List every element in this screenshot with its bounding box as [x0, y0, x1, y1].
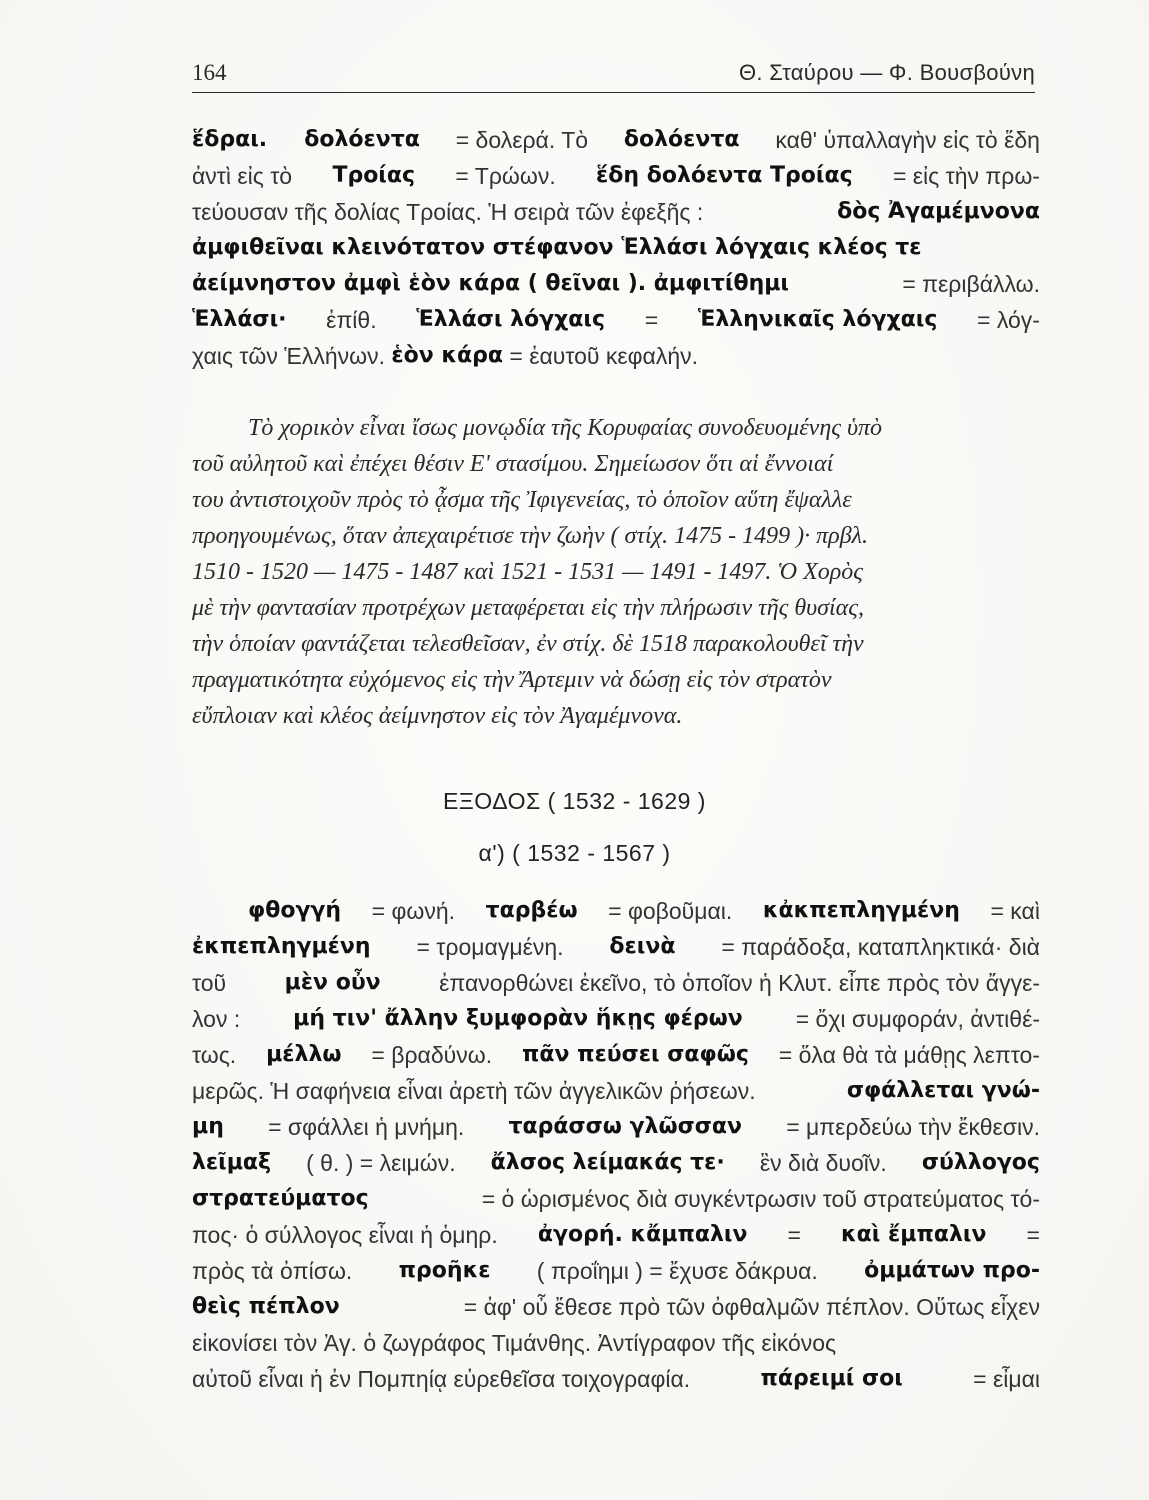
gloss-text: = εἰς τὴν πρω-	[886, 163, 1040, 189]
gloss-text: λον :	[192, 1006, 247, 1032]
lemma-text: φθογγή	[248, 898, 342, 923]
lemma-text: ἕδη δολόεντα Τροίας	[596, 163, 853, 188]
gloss-text: ἀντὶ εἰς τὸ	[192, 163, 299, 189]
lemma-text: ἀμφιθεῖναι κλεινότατον στέφανον Ἑλλάσι λόγχαις κλέος τε	[192, 235, 922, 260]
gloss-text: ( θ. ) = λειμών.	[299, 1150, 462, 1176]
page-header	[192, 58, 1035, 93]
lemma-text: ἐκπεπληγμένη	[192, 934, 371, 959]
gloss-text: = παράδοξα, καταπληκτικά· διὰ	[714, 934, 1040, 960]
text-line	[192, 1037, 1040, 1073]
lemma-text: Τροίας	[332, 163, 416, 188]
text-line	[192, 410, 1040, 446]
lemma-text: πάρειμί σοι	[760, 1366, 903, 1391]
gloss-text: = φοβοῦμαι.	[601, 898, 739, 924]
page-number: 164	[192, 60, 227, 85]
gloss-text: = καὶ	[984, 898, 1040, 924]
text-line	[192, 626, 1040, 662]
lemma-text: ἕδραι.	[192, 127, 275, 152]
lemma-text: μη	[192, 1114, 224, 1139]
text-line	[192, 158, 1040, 194]
lemma-text: ταρβέω	[485, 898, 578, 923]
lemma-text: Ἑλλάσι·	[192, 307, 287, 332]
lemma-text: καὶ ἔμπαλιν	[841, 1222, 987, 1247]
gloss-text: αὐτοῦ εἶναι ἡ ἐν Πομπηίᾳ εὑρεθεῖσα τοιχογραφία.	[192, 1366, 697, 1392]
gloss-text: τως.	[192, 1042, 243, 1068]
gloss-text: = φωνή.	[365, 898, 462, 924]
text-line	[192, 1289, 1040, 1325]
lemma-text: δὸς Ἀγαμέμνονα	[837, 199, 1040, 224]
lemma-text: σύλλογος	[921, 1150, 1040, 1175]
commentary-text: πραγματικότητα εὐχόμενος εἰς τὴν Ἄρτεμιν νὰ δώσῃ εἰς τὸν στρατὸν	[192, 667, 832, 693]
lemma-text: μέλλω	[266, 1042, 342, 1067]
gloss-text: = ὁ ὡρισμένος διὰ συγκέντρωσιν τοῦ στρατεύματος τό-	[475, 1186, 1040, 1212]
gloss-text: ( προΐημι ) = ἔχυσε δάκρυα.	[530, 1258, 825, 1284]
commentary-text: τοῦ αὐλητοῦ καὶ ἐπέχει θέσιν Ε' στασίμου. Σημείωσον ὅτι αἱ ἔννοιαί	[192, 451, 834, 477]
gloss-text: = λόγ-	[970, 307, 1040, 333]
lemma-text: λεῖμαξ	[192, 1150, 272, 1175]
text-line	[192, 662, 1040, 698]
lemma-text: στρατεύματος	[192, 1186, 369, 1211]
lemma-text: μή τιν' ἄλλην ξυμφορὰν ἥκῃς φέρων	[293, 1006, 743, 1031]
lemma-text: πᾶν πεύσει σαφῶς	[522, 1042, 749, 1067]
running-head: Θ. Σταύρου — Φ. Βουσβούνη	[739, 60, 1035, 85]
text-line	[192, 965, 1040, 1001]
gloss-text: = δολερά. Τὸ	[449, 127, 595, 153]
text-line	[192, 518, 1040, 554]
lemma-text: μὲν οὖν	[284, 970, 381, 995]
text-line	[192, 1145, 1040, 1181]
lemma-text: ὀμμάτων προ-	[864, 1258, 1040, 1283]
gloss-text: =	[638, 307, 665, 333]
gloss-text: = Τρώων.	[448, 163, 563, 189]
text-line	[192, 590, 1040, 626]
gloss-text: τεύουσαν τῆς δολίας Τροίας. Ἡ σειρὰ τῶν ἐφεξῆς :	[192, 199, 710, 225]
text-line	[192, 446, 1040, 482]
text-line	[192, 194, 1040, 230]
gloss-text: καθ' ὑπαλλαγὴν εἰς τὸ ἕδη	[768, 127, 1040, 153]
gloss-text: = μπερδεύω τὴν ἔκθεσιν.	[779, 1114, 1040, 1140]
text-line	[192, 893, 1040, 929]
gloss-text: χαις τῶν Ἑλλήνων.	[192, 343, 392, 369]
section-subtitle: α') ( 1532 - 1567 )	[478, 840, 671, 866]
gloss-text: ἐπανορθώνει ἐκεῖνο, τὸ ὁποῖον ἡ Κλυτ. εἶπε πρὸς τὸν ἄγγε-	[432, 970, 1040, 996]
gloss-text: πρὸς τὰ ὀπίσω.	[192, 1258, 359, 1284]
lemma-text: δολόεντα	[623, 127, 740, 152]
lemma-text: σφάλλεται γνώ-	[846, 1078, 1040, 1103]
text-line	[192, 230, 1040, 266]
gloss-text: πος· ὁ σύλλογος εἶναι ἡ ὁμηρ.	[192, 1222, 505, 1248]
gloss-text: μερῶς. Ἡ σαφήνεια εἶναι ἀρετὴ τῶν ἀγγελικῶν ῥήσεων.	[192, 1078, 762, 1104]
lemma-text: προῆκε	[398, 1258, 491, 1283]
text-line	[192, 554, 1040, 590]
paragraph-glossary-1	[192, 122, 1040, 374]
commentary-text: προηγουμένως, ὅταν ἀπεχαιρέτισε τὴν ζωὴν ( στίχ. 1475 - 1499 )· πρβλ.	[192, 523, 869, 549]
gloss-text: = ἑαυτοῦ κεφαλήν.	[503, 343, 699, 369]
gloss-text: =	[781, 1222, 808, 1248]
text-line	[192, 1253, 1040, 1289]
commentary-text: 1510 - 1520 — 1475 - 1487 καὶ 1521 - 1531 — 1491 - 1497. Ὁ Χορὸς	[192, 559, 864, 585]
text-line	[192, 482, 1040, 518]
gloss-text: = ὄχι συμφοράν, ἀντιθέ-	[789, 1006, 1040, 1032]
commentary-text: Τὸ χορικὸν εἶναι ἴσως μονῳδία τῆς Κορυφαίας συνοδευομένης ὑπὸ	[248, 415, 882, 441]
gloss-text: = τρομαγμένη.	[410, 934, 570, 960]
gloss-text: εἰκονίσει τὸν Ἀγ. ὁ ζωγράφος Τιμάνθης. Ἀντίγραφον τῆς εἰκόνος	[192, 1330, 837, 1356]
gloss-text: = ὅλα θὰ τὰ μάθῃς λεπτο-	[772, 1042, 1040, 1068]
gloss-text: = ἀφ' οὗ ἔθεσε πρὸ τῶν ὀφθαλμῶν πέπλον. Οὕτως εἶχεν	[457, 1294, 1040, 1320]
lemma-text: Ἑλλάσι λόγχαις	[416, 307, 606, 332]
gloss-text: ἐπίθ.	[319, 307, 383, 333]
text-line	[192, 122, 1040, 158]
gloss-text: =	[1020, 1222, 1040, 1248]
gloss-text: = σφάλλει ἡ μνήμη.	[261, 1114, 471, 1140]
text-line	[192, 338, 1040, 374]
lemma-text: ἄλσος λείμακάς τε·	[490, 1150, 725, 1175]
gloss-text: = περιβάλλω.	[895, 271, 1040, 297]
text-line	[192, 1181, 1040, 1217]
lemma-text: ἑὸν κάρα	[391, 343, 504, 368]
gloss-text: ἓν διὰ δυοῖν.	[753, 1150, 894, 1176]
text-line	[192, 929, 1040, 965]
lemma-text: ἀγορή. κἄμπαλιν	[537, 1222, 748, 1247]
paragraph-glossary-2	[192, 893, 1040, 1397]
gloss-text: = εἶμαι	[966, 1366, 1040, 1392]
text-line	[192, 1109, 1040, 1145]
text-line	[192, 302, 1040, 338]
text-line	[192, 698, 1040, 734]
lemma-text: Ἑλληνικαῖς λόγχαις	[697, 307, 938, 332]
text-line	[192, 1217, 1040, 1253]
lemma-text: ταράσσω γλῶσσαν	[508, 1114, 742, 1139]
lemma-text: κἀκπεπληγμένη	[762, 898, 960, 923]
paragraph-commentary	[192, 410, 1040, 734]
lemma-text: δεινὰ	[609, 934, 676, 959]
text-line	[192, 266, 1040, 302]
text-line	[192, 1001, 1040, 1037]
commentary-text: εὔπλοιαν καὶ κλέος ἀείμνηστον εἰς τὸν Ἀγαμέμνονα.	[192, 703, 683, 729]
lemma-text: θεὶς πέπλον	[192, 1294, 340, 1319]
commentary-text: τὴν ὁποίαν φαντάζεται τελεσθεῖσαν, ἐν στίχ. δὲ 1518 παρακολουθεῖ τὴν	[192, 631, 864, 657]
lemma-text: ἀείμνηστον ἀμφὶ ἑὸν κάρα ( θεῖναι ). ἀμφιτίθημι	[192, 271, 789, 296]
text-line	[192, 1361, 1040, 1397]
lemma-text: δολόεντα	[304, 127, 420, 152]
commentary-text: του ἀντιστοιχοῦν πρὸς τὸ ᾆσμα τῆς Ἰφιγενείας, τὸ ὁποῖον αὕτη ἔψαλλε	[192, 487, 852, 513]
text-line	[192, 1325, 1040, 1361]
commentary-text: μὲ τὴν φαντασίαν προτρέχων μεταφέρεται εἰς τὴν πλήρωσιν τῆς θυσίας,	[192, 595, 864, 621]
gloss-text: τοῦ	[192, 970, 233, 996]
gloss-text: = βραδύνω.	[365, 1042, 499, 1068]
section-title: ΕΞΟΔΟΣ ( 1532 - 1629 )	[443, 788, 706, 814]
text-line	[192, 1073, 1040, 1109]
